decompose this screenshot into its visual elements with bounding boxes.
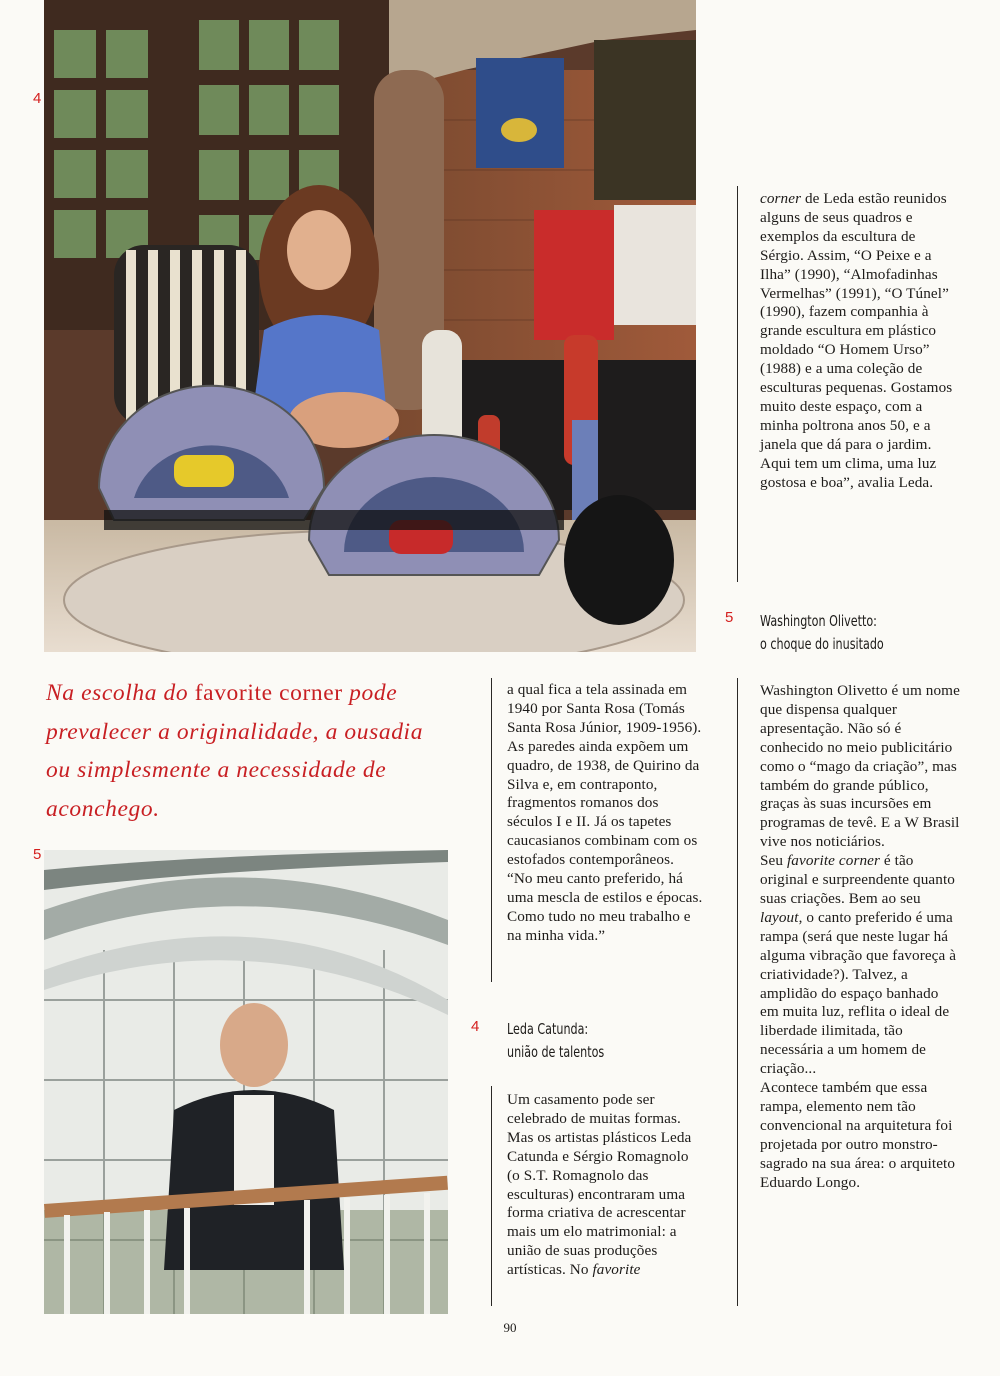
- washington-heading: Washington Olivetto: o choque do inusitado: [760, 612, 884, 653]
- leda-heading: Leda Catunda: união de talentos: [507, 1020, 605, 1061]
- photo-washington-olivetto: [44, 850, 448, 1314]
- leda-body-text: Um casamento pode ser celebrado de muitas formas. Mas os artistas plásticos Leda Catunda e Sérgio Romagnolo (o S.T. Romagnolo das esculturas) encontraram uma forma criativa de acrescentar mais um elo matrimonial: a união de suas produções artísticas. No favorite: [507, 1091, 692, 1279]
- column-rule-right-top: [737, 186, 738, 582]
- section-marker-4: 4: [471, 1018, 480, 1035]
- photo-marker-4: 4: [33, 90, 42, 107]
- column-rule-middle-top: [491, 678, 492, 982]
- column-rule-middle-bottom: [491, 1086, 492, 1306]
- page-number: 90: [503, 1320, 517, 1335]
- photo-marker-5: 5: [33, 846, 42, 863]
- washington-paragraph-2: Seu favorite corner é tão original e surpreendente quanto suas criações. Bem ao seu layout, o canto preferido é uma rampa (será que neste lugar há alguma vibração que favoreça à criatividade?). Talvez, a amplidão do espaço banhado em muita luz, reflita o ideal de liberdade ilimitada, tão necessária a um homem de criação...: [760, 852, 957, 1078]
- middle-column-text: a qual fica a tela assinada em 1940 por Santa Rosa (Tomás Santa Rosa Júnior, 1909-1956). As paredes ainda expõem um quadro, de 1938, de Quirino da Silva e, em contraponto, fragmentos romanos dos séculos I e II. Já os tapetes caucasianos combinam com os estofados contemporâneos. “No meu canto preferido, há uma mescla de estilos e épocas. Como tudo no meu trabalho e na minha vida.”: [507, 681, 703, 944]
- washington-paragraph-1: Washington Olivetto é um nome que dispensa qualquer apresentação. Não só é conhecido no meio publicitário como o “mago da criação”, mas também do grande público, graças às suas incursões em programas de tevê. E a W Brasil vive nos noticiários.: [760, 682, 960, 851]
- washington-paragraph-3: Acontece também que essa rampa, elemento nem tão convencional na arquitetura foi projetada por outro monstro-sagrado na sua área: o arquiteto Eduardo Longo.: [760, 1079, 956, 1191]
- pull-quote: Na escolha do favorite corner pode prevalecer a originalidade, a ousadia ou simplesmente a necessidade de aconchego.: [46, 680, 424, 822]
- section-marker-5: 5: [725, 609, 734, 626]
- photo-leda-catunda: [44, 0, 696, 652]
- washington-body-text: [760, 682, 960, 1192]
- column-rule-right-bottom: [737, 678, 738, 1306]
- right-column-top-text: corner de Leda estão reunidos alguns de seus quadros e exemplos da escultura de Sérgio. Assim, “O Peixe e a Ilha” (1990), “Almofadinhas Vermelhas” (1991), “O Túnel” (1990), fazem companhia à grande escultura em plástico moldado “O Homem Urso” (1988) e a uma coleção de esculturas pequenas. Gostamos muito deste espaço, com a minha poltrona anos 50, e a janela que dá para o jardim. Aqui tem um clima, uma luz gostosa e boa”, avalia Leda.: [760, 190, 953, 491]
